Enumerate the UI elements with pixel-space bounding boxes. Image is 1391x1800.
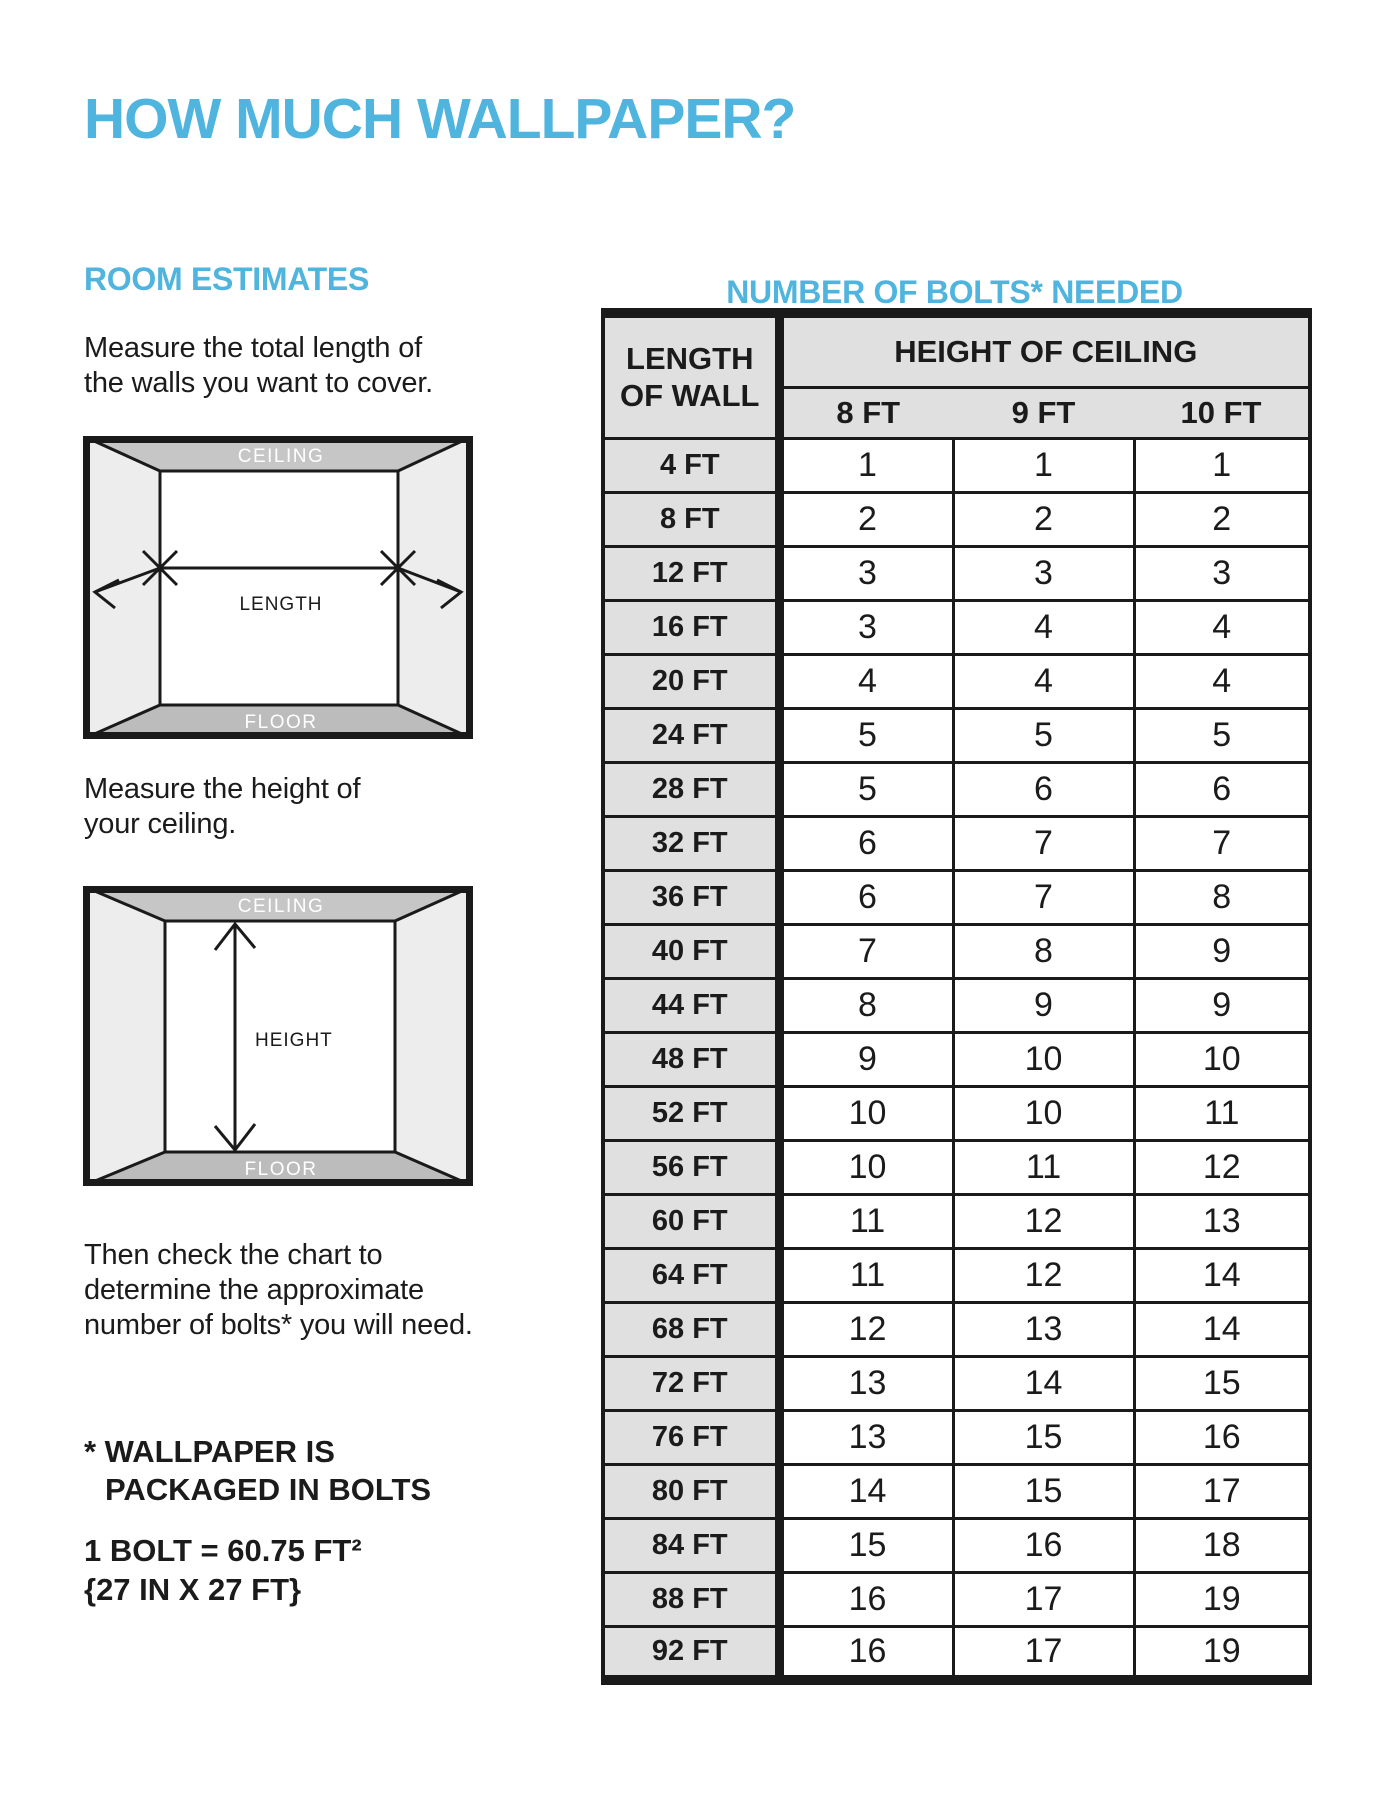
table-row xyxy=(603,1248,1310,1302)
wall-length-cell: 16 FT xyxy=(603,600,779,654)
bolt-count-cell: 13 xyxy=(779,1410,953,1464)
table-row xyxy=(603,978,1310,1032)
bolt-count-cell: 5 xyxy=(779,708,953,762)
table-row xyxy=(603,1626,1310,1680)
instruction-line: your ceiling. xyxy=(84,808,237,840)
bolt-count-cell: 10 xyxy=(779,1140,953,1194)
bolt-count-cell: 12 xyxy=(953,1194,1134,1248)
bolt-count-cell: 1 xyxy=(1134,438,1310,492)
length-diagram xyxy=(83,436,473,739)
wall-length-cell: 60 FT xyxy=(603,1194,779,1248)
instruction-line: Measure the total length of xyxy=(84,332,422,364)
bolt-count-cell: 9 xyxy=(1134,924,1310,978)
bolt-count-cell: 7 xyxy=(1134,816,1310,870)
bolt-count-cell: 10 xyxy=(779,1086,953,1140)
length-of-wall-line: OF WALL xyxy=(620,378,760,414)
bolt-count-cell: 8 xyxy=(953,924,1134,978)
wall-length-cell: 48 FT xyxy=(603,1032,779,1086)
bolt-count-cell: 19 xyxy=(1134,1626,1310,1680)
bolt-count-cell: 17 xyxy=(1134,1464,1310,1518)
bolt-count-cell: 9 xyxy=(779,1032,953,1086)
length-label: LENGTH xyxy=(239,594,323,615)
bolt-count-cell: 15 xyxy=(953,1464,1134,1518)
room-estimates-heading: ROOM ESTIMATES xyxy=(84,261,369,297)
table-row xyxy=(603,1518,1310,1572)
instruction-line: determine the approximate xyxy=(84,1274,424,1306)
bolt-count-cell: 7 xyxy=(953,870,1134,924)
table-row xyxy=(603,600,1310,654)
table-row xyxy=(603,1410,1310,1464)
bolts-table xyxy=(601,308,1312,1685)
table-row xyxy=(603,1194,1310,1248)
wall-length-cell: 56 FT xyxy=(603,1140,779,1194)
table-row xyxy=(603,438,1310,492)
bolts-needed-heading: NUMBER OF BOLTS* NEEDED xyxy=(726,274,1183,310)
table-row xyxy=(603,1140,1310,1194)
bolt-size-info xyxy=(84,1531,362,1609)
bolt-count-cell: 18 xyxy=(1134,1518,1310,1572)
bolt-count-cell: 16 xyxy=(953,1518,1134,1572)
bolt-count-cell: 5 xyxy=(953,708,1134,762)
ceiling-label: CEILING xyxy=(237,896,325,917)
wall-length-cell: 76 FT xyxy=(603,1410,779,1464)
wall-length-cell: 84 FT xyxy=(603,1518,779,1572)
table-row xyxy=(603,1356,1310,1410)
table-header-row xyxy=(603,313,1310,387)
instruction-measure-height xyxy=(84,772,360,842)
bolt-count-cell: 3 xyxy=(953,546,1134,600)
bolt-count-cell: 6 xyxy=(779,816,953,870)
wall-length-cell: 12 FT xyxy=(603,546,779,600)
table-row xyxy=(603,1464,1310,1518)
length-of-wall-header xyxy=(603,313,779,438)
height-label: HEIGHT xyxy=(255,1030,333,1051)
bolt-count-cell: 11 xyxy=(953,1140,1134,1194)
table-row xyxy=(603,1302,1310,1356)
wall-length-cell: 64 FT xyxy=(603,1248,779,1302)
wall-length-cell: 32 FT xyxy=(603,816,779,870)
wall-length-cell: 72 FT xyxy=(603,1356,779,1410)
wall-length-cell: 4 FT xyxy=(603,438,779,492)
table-row xyxy=(603,1032,1310,1086)
instruction-line: Measure the height of xyxy=(84,773,361,805)
bolt-count-cell: 12 xyxy=(779,1302,953,1356)
table-row xyxy=(603,816,1310,870)
wall-length-cell: 36 FT xyxy=(603,870,779,924)
bolt-count-cell: 2 xyxy=(953,492,1134,546)
table-row xyxy=(603,1086,1310,1140)
length-of-wall-line: LENGTH xyxy=(626,341,754,377)
bolt-count-cell: 7 xyxy=(953,816,1134,870)
wall-length-cell: 68 FT xyxy=(603,1302,779,1356)
height-diagram xyxy=(83,886,473,1186)
floor-label: FLOOR xyxy=(244,1159,318,1180)
right-wall-surface xyxy=(398,436,473,739)
wall-length-cell: 40 FT xyxy=(603,924,779,978)
table-row xyxy=(603,708,1310,762)
bolt-count-cell: 4 xyxy=(953,654,1134,708)
bolt-count-cell: 5 xyxy=(1134,708,1310,762)
bolt-size-line: 1 BOLT = 60.75 FT² xyxy=(84,1533,362,1568)
bolt-count-cell: 15 xyxy=(953,1410,1134,1464)
instruction-line: Then check the chart to xyxy=(84,1239,383,1271)
bolt-count-cell: 10 xyxy=(953,1086,1134,1140)
bolt-count-cell: 14 xyxy=(1134,1302,1310,1356)
bolt-count-cell: 4 xyxy=(1134,654,1310,708)
left-wall-surface xyxy=(83,886,165,1186)
wall-length-cell: 92 FT xyxy=(603,1626,779,1680)
bolt-count-cell: 13 xyxy=(953,1302,1134,1356)
bolt-count-cell: 15 xyxy=(779,1518,953,1572)
wall-length-cell: 44 FT xyxy=(603,978,779,1032)
bolt-count-cell: 3 xyxy=(779,546,953,600)
bolt-count-cell: 11 xyxy=(779,1248,953,1302)
bolt-count-cell: 4 xyxy=(1134,600,1310,654)
footnote-line: * WALLPAPER IS xyxy=(84,1434,335,1469)
bolt-count-cell: 5 xyxy=(779,762,953,816)
bolt-count-cell: 16 xyxy=(779,1572,953,1626)
col-header-9ft: 9 FT xyxy=(953,387,1134,438)
instruction-measure-length xyxy=(84,331,433,401)
wall-length-cell: 8 FT xyxy=(603,492,779,546)
bolt-count-cell: 2 xyxy=(779,492,953,546)
bolt-count-cell: 1 xyxy=(779,438,953,492)
bolt-count-cell: 4 xyxy=(779,654,953,708)
page-title: HOW MUCH WALLPAPER? xyxy=(84,87,796,151)
wall-length-cell: 28 FT xyxy=(603,762,779,816)
left-wall-surface xyxy=(83,436,160,739)
bolt-count-cell: 13 xyxy=(1134,1194,1310,1248)
bolt-count-cell: 19 xyxy=(1134,1572,1310,1626)
bolt-count-cell: 12 xyxy=(953,1248,1134,1302)
bolt-count-cell: 12 xyxy=(1134,1140,1310,1194)
bolt-count-cell: 14 xyxy=(953,1356,1134,1410)
bolt-count-cell: 8 xyxy=(1134,870,1310,924)
bolt-count-cell: 11 xyxy=(1134,1086,1310,1140)
bolt-count-cell: 10 xyxy=(953,1032,1134,1086)
bolt-count-cell: 7 xyxy=(779,924,953,978)
bolt-table-body xyxy=(603,438,1310,1680)
wall-length-cell: 52 FT xyxy=(603,1086,779,1140)
bolt-count-cell: 8 xyxy=(779,978,953,1032)
table-row xyxy=(603,546,1310,600)
table-row xyxy=(603,1572,1310,1626)
bolt-count-cell: 16 xyxy=(779,1626,953,1680)
bolt-count-cell: 1 xyxy=(953,438,1134,492)
wall-length-cell: 80 FT xyxy=(603,1464,779,1518)
table-row xyxy=(603,492,1310,546)
bolt-size-line: {27 IN X 27 FT} xyxy=(84,1572,302,1607)
bolt-count-cell: 14 xyxy=(779,1464,953,1518)
floor-label: FLOOR xyxy=(244,712,318,733)
table-row xyxy=(603,870,1310,924)
wall-length-cell: 88 FT xyxy=(603,1572,779,1626)
bolt-count-cell: 9 xyxy=(953,978,1134,1032)
bolt-count-cell: 6 xyxy=(1134,762,1310,816)
ceiling-label: CEILING xyxy=(237,446,325,467)
wallpaper-bolts-footnote xyxy=(84,1433,431,1509)
wall-length-cell: 20 FT xyxy=(603,654,779,708)
col-header-10ft: 10 FT xyxy=(1134,387,1310,438)
bolt-count-cell: 11 xyxy=(779,1194,953,1248)
instruction-line: the walls you want to cover. xyxy=(84,367,434,399)
bolt-count-cell: 6 xyxy=(953,762,1134,816)
bolt-count-cell: 14 xyxy=(1134,1248,1310,1302)
bolt-count-cell: 16 xyxy=(1134,1410,1310,1464)
right-wall-surface xyxy=(395,886,473,1186)
table-row xyxy=(603,762,1310,816)
bolt-count-cell: 9 xyxy=(1134,978,1310,1032)
bolt-count-cell: 6 xyxy=(779,870,953,924)
bolt-count-cell: 3 xyxy=(779,600,953,654)
wall-length-cell: 24 FT xyxy=(603,708,779,762)
instruction-line: number of bolts* you will need. xyxy=(84,1309,473,1341)
col-header-8ft: 8 FT xyxy=(779,387,953,438)
bolt-count-cell: 13 xyxy=(779,1356,953,1410)
bolt-count-cell: 2 xyxy=(1134,492,1310,546)
height-of-ceiling-header: HEIGHT OF CEILING xyxy=(779,313,1310,387)
table-row xyxy=(603,654,1310,708)
bolt-count-cell: 15 xyxy=(1134,1356,1310,1410)
table-row xyxy=(603,924,1310,978)
instruction-check-chart xyxy=(84,1238,473,1343)
bolt-count-cell: 17 xyxy=(953,1572,1134,1626)
bolt-count-cell: 4 xyxy=(953,600,1134,654)
bolt-count-cell: 3 xyxy=(1134,546,1310,600)
bolt-count-cell: 10 xyxy=(1134,1032,1310,1086)
footnote-line: PACKAGED IN BOLTS xyxy=(105,1472,432,1507)
bolt-count-cell: 17 xyxy=(953,1626,1134,1680)
